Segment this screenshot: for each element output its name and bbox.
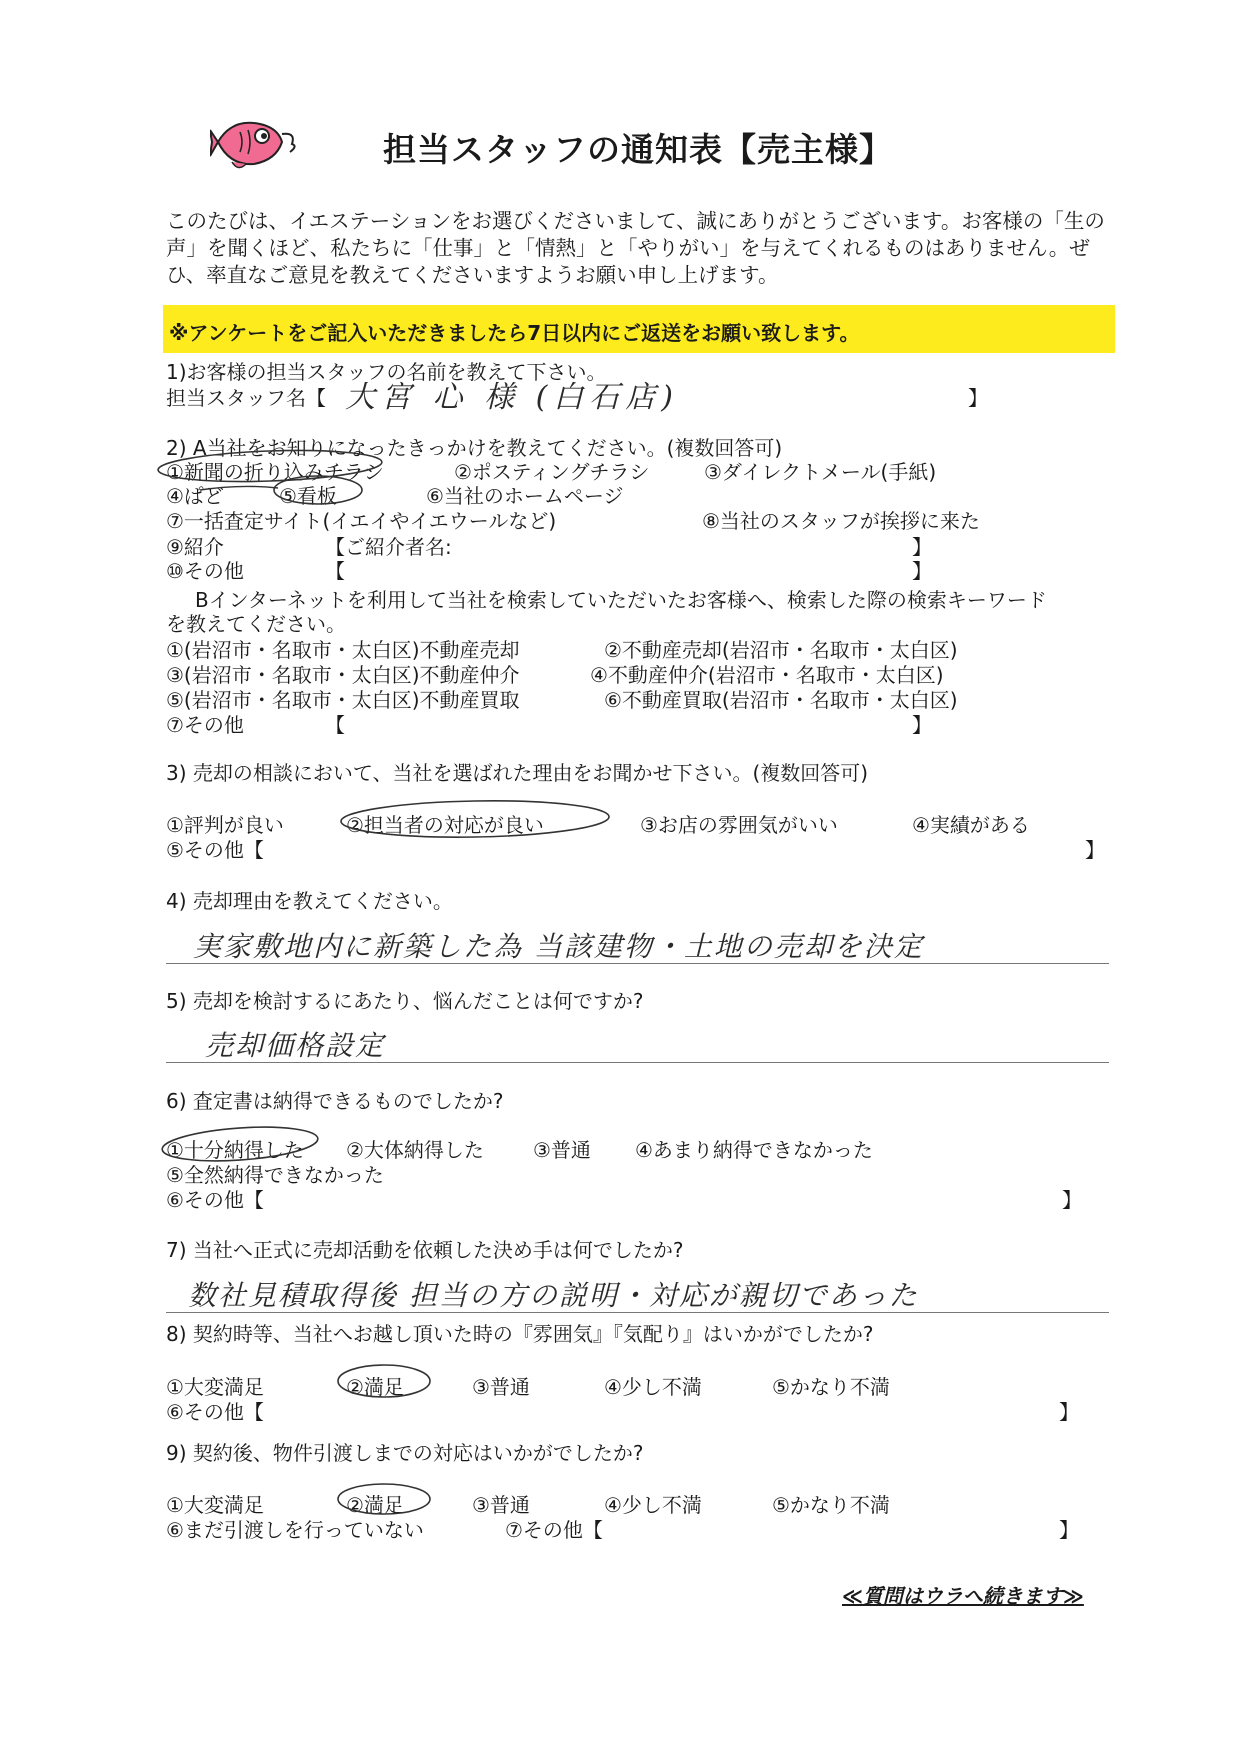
q8-option-2[interactable]: ②満足 bbox=[346, 1375, 404, 1399]
q3-option-3[interactable]: ③お店の雰囲気がいい bbox=[640, 813, 838, 837]
q2b-option-3[interactable]: ③(岩沼市・名取市・太白区)不動産仲介 bbox=[166, 663, 520, 687]
mark-q3-option-2 bbox=[341, 799, 610, 840]
mark-q6-option-1 bbox=[161, 1123, 319, 1166]
q2-option-1[interactable]: ①新聞の折り込みチラシ bbox=[166, 460, 384, 484]
q2-option-4[interactable]: ④ぱど bbox=[166, 484, 224, 508]
q2b-option-5[interactable]: ⑤(岩沼市・名取市・太白区)不動産買取 bbox=[166, 688, 520, 712]
q8-option-6[interactable]: ⑥その他【 bbox=[166, 1400, 264, 1424]
q2-referrer-close: 】 bbox=[912, 535, 932, 559]
notice-text: ※アンケートをご記入いただきましたら7日以内にご返送をお願い致します。 bbox=[169, 321, 860, 345]
q3-option-5[interactable]: ⑤その他【 bbox=[166, 838, 264, 862]
q2-option-2[interactable]: ②ポスティングチラシ bbox=[454, 460, 650, 484]
q6-option-1[interactable]: ①十分納得した bbox=[166, 1138, 304, 1162]
q4-answer: 実家敷地内に新築した為 当該建物・土地の売却を決定 bbox=[193, 930, 924, 963]
q8-option-3[interactable]: ③普通 bbox=[472, 1375, 530, 1399]
q2-question: 2) A当社をお知りになったきっかけを教えてください。(複数回答可) bbox=[166, 436, 783, 460]
q1-label: 担当スタッフ名【 bbox=[166, 386, 326, 410]
q2-option-5[interactable]: ⑤看板 bbox=[279, 484, 337, 508]
q8-option-1[interactable]: ①大変満足 bbox=[166, 1375, 264, 1399]
q6-option-2[interactable]: ②大体納得した bbox=[346, 1138, 484, 1162]
q2-option-9[interactable]: ⑨紹介 bbox=[166, 535, 224, 559]
q2-option-3[interactable]: ③ダイレクトメール(手紙) bbox=[704, 460, 937, 484]
q2b-option-6[interactable]: ⑥不動産買取(岩沼市・名取市・太白区) bbox=[604, 688, 958, 712]
q3-option-4[interactable]: ④実績がある bbox=[912, 813, 1030, 837]
footer-continue-note: ≪質問はウラへ続きます≫ bbox=[842, 1584, 1084, 1608]
page-title: 担当スタッフの通知表【売主様】 bbox=[383, 130, 893, 169]
q7-question: 7) 当社へ正式に売却活動を依頼した決め手は何でしたか? bbox=[166, 1238, 684, 1262]
strike-q2-option-4 bbox=[200, 486, 278, 490]
q2-option-10[interactable]: ⑩その他 bbox=[166, 559, 244, 583]
q9-option-1[interactable]: ①大変満足 bbox=[166, 1493, 264, 1517]
q1-question: 1)お客様の担当スタッフの名前を教えて下さい。 bbox=[166, 360, 607, 384]
q2b-other-open: 【 bbox=[325, 713, 345, 737]
q2b-other-close: 】 bbox=[912, 713, 932, 737]
q1-close: 】 bbox=[968, 386, 988, 410]
q9-option-6[interactable]: ⑥まだ引渡しを行っていない bbox=[166, 1518, 424, 1542]
q4-question: 4) 売却理由を教えてください。 bbox=[166, 889, 453, 913]
mark-q2-option-5 bbox=[274, 476, 362, 504]
q8-question: 8) 契約時等、当社へお越し頂いた時の『雰囲気』『気配り』はいかがでしたか? bbox=[166, 1322, 874, 1346]
q3-option-2[interactable]: ②担当者の対応が良い bbox=[346, 813, 544, 837]
q6-option-4[interactable]: ④あまり納得できなかった bbox=[635, 1138, 873, 1162]
q9-option-4[interactable]: ④少し不満 bbox=[604, 1493, 702, 1517]
q9-option-3[interactable]: ③普通 bbox=[472, 1493, 530, 1517]
q2b-question-line2: を教えてください。 bbox=[166, 612, 346, 636]
q2-option-8[interactable]: ⑧当社のスタッフが挨拶に来た bbox=[702, 509, 980, 533]
intro-text: このたびは、イエステーションをお選びくださいまして、誠にありがとうございます。お客様の「生の声」を聞くほど、私たちに「仕事」と「情熱」と「やりがい」を与えてくれるものはありません。ぜひ、率直なご意見を教えてくださいますようお願い申し上げます。 bbox=[166, 209, 1105, 287]
mark-q9-option-2 bbox=[338, 1484, 430, 1514]
q2-option-7[interactable]: ⑦一括査定サイト(イエイやイエウールなど) bbox=[166, 509, 557, 533]
q2b-option-4[interactable]: ④不動産仲介(岩沼市・名取市・太白区) bbox=[590, 663, 944, 687]
q9-option-2[interactable]: ②満足 bbox=[346, 1493, 404, 1517]
q6-close: 】 bbox=[1062, 1188, 1082, 1212]
q9-option-5[interactable]: ⑤かなり不満 bbox=[772, 1493, 890, 1517]
q8-close: 】 bbox=[1059, 1400, 1079, 1424]
q1-answer: 大宮 心 様 (白石店) bbox=[345, 380, 680, 415]
q5-answer: 売却価格設定 bbox=[205, 1029, 386, 1062]
q7-answer: 数社見積取得後 担当の方の説明・対応が親切であった bbox=[188, 1279, 919, 1312]
q8-option-4[interactable]: ④少し不満 bbox=[604, 1375, 702, 1399]
q2b-question-line1: Bインターネットを利用して当社を検索していただいたお客様へ、検索した際の検索キーワード bbox=[195, 588, 1047, 612]
q2b-option-2[interactable]: ②不動産売却(岩沼市・名取市・太白区) bbox=[604, 638, 958, 662]
q2-option-6[interactable]: ⑥当社のホームページ bbox=[426, 484, 624, 508]
q2-referrer-label: 【ご紹介者名: bbox=[325, 535, 452, 559]
q2-other-close: 】 bbox=[912, 559, 932, 583]
q6-question: 6) 査定書は納得できるものでしたか? bbox=[166, 1089, 504, 1113]
q2b-option-7[interactable]: ⑦その他 bbox=[166, 713, 244, 737]
q3-close: 】 bbox=[1085, 838, 1105, 862]
mark-q8-option-2 bbox=[338, 1365, 430, 1397]
q2b-option-1[interactable]: ①(岩沼市・名取市・太白区)不動産売却 bbox=[166, 638, 520, 662]
q9-option-7[interactable]: ⑦その他【 bbox=[505, 1518, 603, 1542]
q2-other-open: 【 bbox=[325, 559, 345, 583]
q9-close: 】 bbox=[1059, 1518, 1079, 1542]
q8-option-5[interactable]: ⑤かなり不満 bbox=[772, 1375, 890, 1399]
q6-option-5[interactable]: ⑤全然納得できなかった bbox=[166, 1163, 384, 1187]
q3-option-1[interactable]: ①評判が良い bbox=[166, 813, 284, 837]
q6-option-3[interactable]: ③普通 bbox=[533, 1138, 591, 1162]
q9-question: 9) 契約後、物件引渡しまでの対応はいかがでしたか? bbox=[166, 1441, 644, 1465]
q6-option-6[interactable]: ⑥その他【 bbox=[166, 1188, 264, 1212]
q5-question: 5) 売却を検討するにあたり、悩んだことは何ですか? bbox=[166, 989, 644, 1013]
q3-question: 3) 売却の相談において、当社を選ばれた理由をお聞かせ下さい。(複数回答可) bbox=[166, 761, 869, 785]
